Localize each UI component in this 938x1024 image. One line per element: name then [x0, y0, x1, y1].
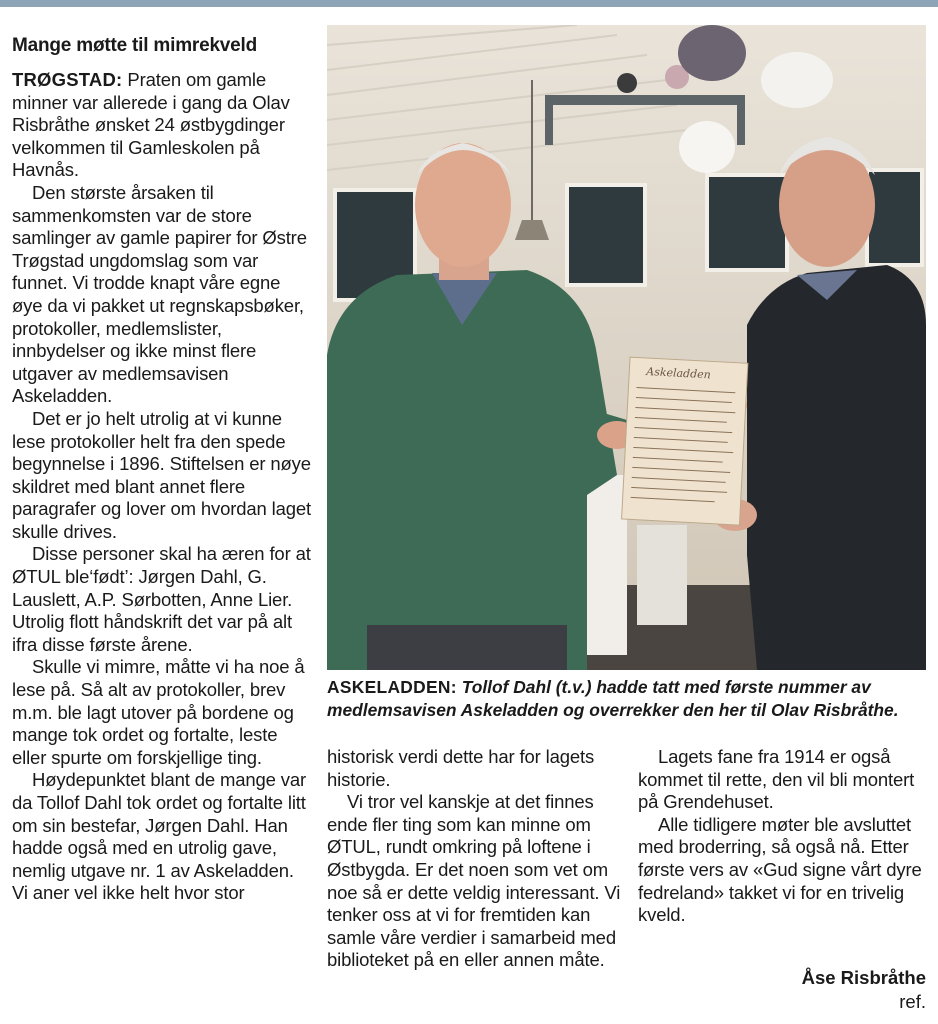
article-column-1 [12, 69, 312, 905]
byline [666, 966, 926, 1014]
top-color-bar [0, 0, 938, 7]
author-name: Åse Risbråthe [801, 967, 926, 988]
article-column-3 [638, 746, 930, 927]
caption-lead: ASKELADDEN: [327, 677, 457, 697]
photo-illustration [327, 25, 926, 670]
caption-text: Tollof Dahl (t.v.) hadde tatt med første nummer av medlemsavisen Askeladden og overrekker den her til Olav Risbråthe. [327, 677, 899, 720]
article-paragraph: Lagets fane fra 1914 er også kommet til rette, den vil bli montert på Grendehuset. [638, 746, 915, 813]
article-paragraph: Det er jo helt utrolig at vi kunne lese protokoller helt fra den spede begynnelse i 1896. Stiftelsen er nøye skildret med blant annet flere paragrafer og lover om hvordan laget skulle drives. [12, 407, 312, 542]
article-paragraph: Alle tidligere møter ble avsluttet med broderring, så også nå. Etter første vers av «Gud signe vårt dyre fedreland» takket vi for en trivelig kveld. [638, 813, 922, 926]
article-paragraph: Høydepunktet blant de mange var da Tollof Dahl tok ordet og fortalte litt om sin bestefar, Jørgen Dahl. Han hadde også med en utrolig gave, nemlig utgave nr. 1 av Askeladden. Vi aner vel ikke helt hvor stor [12, 769, 307, 904]
article-paragraph: Vi tror vel kanskje at det finnes ende fler ting som kan minne om ØTUL, rundt omkring på loftene i Østbygda. Er det noen som vet om noe så er dette veldig interessant. Vi tenker oss at vi for fremtiden kan samle våre verdier i samarbeid med biblioteket på en eller annen måte. [327, 791, 621, 971]
article-paragraph: TRØGSTAD: Praten om gamle minner var allerede i gang da Olav Risbråthe ønsket 24 østbygdinger velkommen til Gamleskolen på Havnås. [12, 69, 290, 181]
paper-title: Askeladden [645, 365, 712, 382]
article-column-2 [327, 746, 624, 972]
dateline: TRØGSTAD: [12, 69, 123, 90]
author-role: ref. [899, 991, 926, 1012]
article-photo [327, 25, 926, 670]
photo-caption [327, 676, 927, 721]
article-paragraph: Den største årsaken til sammenkomsten var de store samlinger av gamle papirer for Østre Trøgstad ungdomslag som var funnet. Vi trodde knapt våre egne øye da vi pakket ut regnskapsbøker, protokoller, medlemslister, innbydelser og ikke minst flere utgaver av medlemsavisen Askeladden. [12, 181, 307, 407]
article-paragraph: Skulle vi mimre, måtte vi ha noe å lese på. Så alt av protokoller, brev m.m. ble lagt utover på bordene og mange tok ordet og fortalte, leste eller spurte om forskjellige ting. [12, 656, 305, 768]
article-headline: Mange møtte til mimrekveld [12, 34, 258, 56]
article-paragraph: historisk verdi dette har for lagets historie. [327, 746, 595, 790]
article-paragraph: Disse personer skal ha æren for at ØTUL ble‘født’: Jørgen Dahl, G. Lauslett, A.P. Sørbotten, Anne Lier. Utrolig flott håndskrift det var på alt ifra disse første årene. [12, 543, 311, 655]
